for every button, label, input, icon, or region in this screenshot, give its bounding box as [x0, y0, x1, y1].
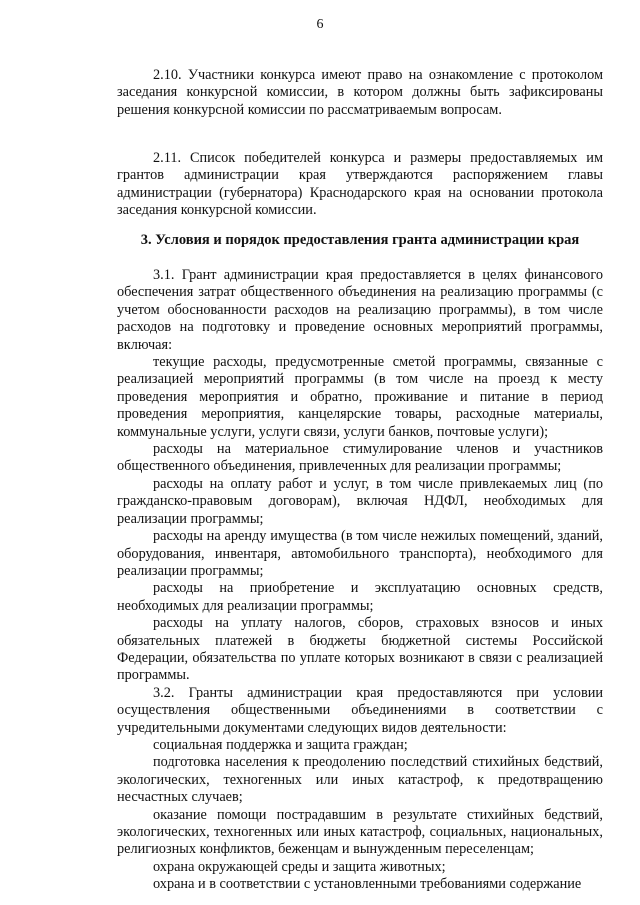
section-heading: 3. Условия и порядок предоставления гранта администрации края — [140, 232, 580, 248]
list-item: охрана окружающей среды и защита животных; — [153, 858, 446, 875]
list-item: подготовка населения к преодолению последствий стихийных бедствий, экологических, техногенных или иных катастроф, к предотвращению несчастных случаев; — [117, 754, 603, 806]
paragraph-3-2: 3.2. Гранты администрации края предоставляются при условии осуществления общественными объединениями в соответствии с учредительными документами следующих видов деятельности: — [117, 684, 603, 736]
list-item: расходы на приобретение и эксплуатацию основных средств, необходимых для реализации программы; — [117, 580, 603, 614]
paragraph-2-11 — [117, 150, 603, 220]
list-item: расходы на уплату налогов, сборов, страховых взносов и иных обязательных платежей в бюджеты бюджетной системы Российской Федерации, обязательства по уплате которых возникают в связи с реализацией программы. — [117, 615, 603, 684]
paragraph-text: 2.11. Список победителей конкурса и размеры предоставляемых им грантов администрации края утверждаются распоряжением главы администрации (губернатора) Краснодарского края на основании протокола заседания конкурсной комиссии. — [117, 150, 603, 219]
list-item: социальная поддержка и защита граждан; — [153, 736, 408, 753]
list-item: текущие расходы, предусмотренные сметой программы, связанные с реализацией мероприятий программы (в том числе на проезд к месту проведения мероприятия и обратно, проживание и питание в период проведения мероприятия, канцелярские товары, расходные материалы, коммунальные услуги, услуги связи, услуги банков, почтовые услуги); — [117, 354, 603, 440]
section-3-body — [117, 267, 603, 894]
list-item: расходы на оплату работ и услуг, в том числе привлекаемых лиц (по гражданско-правовым договорам), включая НДФЛ, необходимых для реализации программы; — [117, 475, 603, 527]
page-number: 6 — [316, 17, 324, 32]
list-item: расходы на аренду имущества (в том числе нежилых помещений, зданий, оборудования, инвентаря, автомобильного транспорта), необходимого для реализации программы; — [117, 528, 603, 579]
paragraph-3-1: 3.1. Грант администрации края предоставляется в целях финансового обеспечения затрат общественного объединения на реализацию программы (с учетом обоснованности расходов на реализацию программы), в том числе расходов на подготовку и проведение основных мероприятий программы, включая: — [117, 267, 603, 353]
list-item: расходы на материальное стимулирование членов и участников общественного объединения, привлеченных для реализации программы; — [117, 441, 603, 475]
paragraph-text: 2.10. Участники конкурса имеют право на ознакомление с протоколом заседания конкурсной комиссии, в котором должны быть зафиксированы решения конкурсной комиссии по рассматриваемым вопросам. — [117, 67, 603, 118]
list-item: охрана и в соответствии с установленными требованиями содержание — [153, 876, 582, 893]
list-item: оказание помощи пострадавшим в результате стихийных бедствий, экологических, техногенных или иных катастроф, социальных, национальных, религиозных конфликтов, беженцам и вынужденным переселенцам; — [117, 806, 603, 858]
paragraph-2-10 — [117, 67, 603, 119]
